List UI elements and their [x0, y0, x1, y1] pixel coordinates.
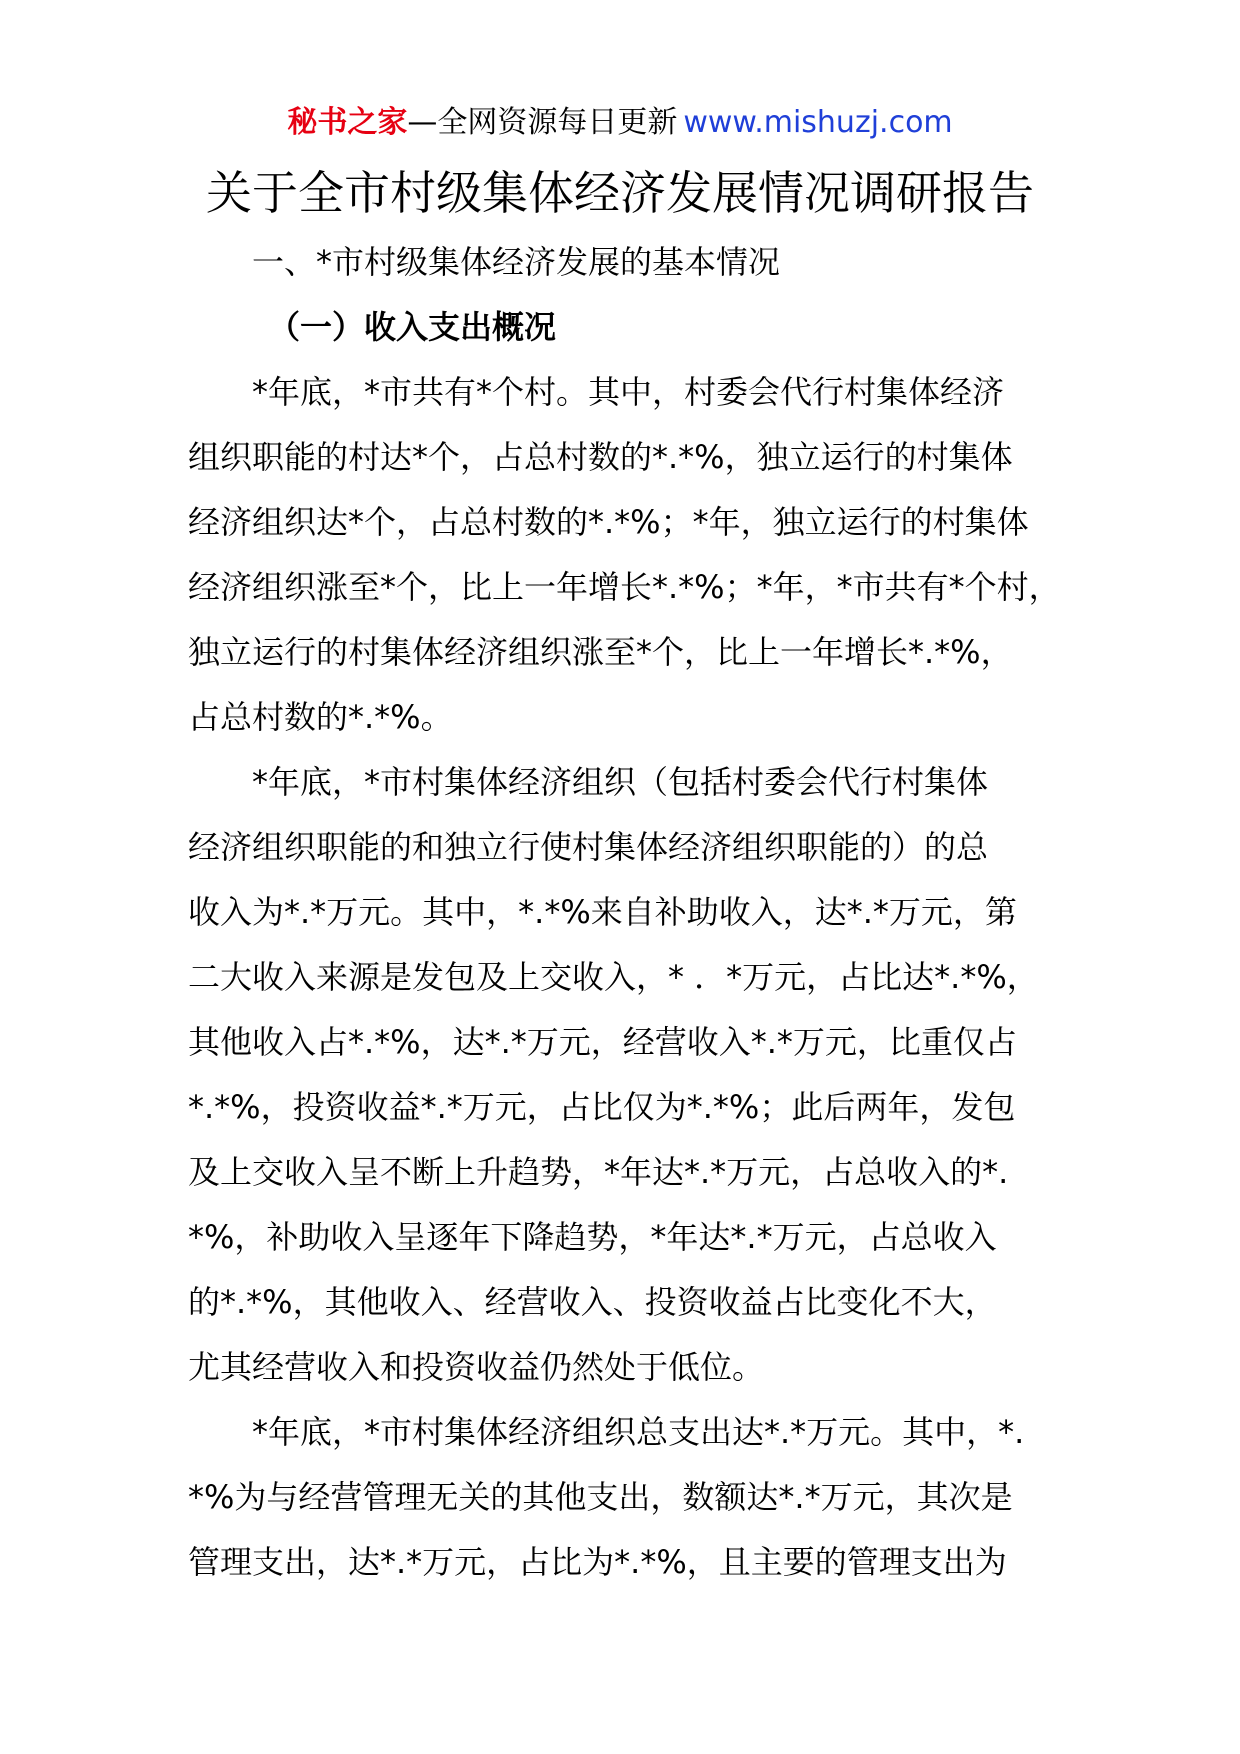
- paragraph-line: 二大收入来源是发包及上交收入，* ．*万元，占比达*.*%，: [188, 958, 1039, 996]
- paragraph-line: *年底，*市共有*个村。其中，村委会代行村集体经济: [252, 373, 1005, 411]
- site-url-link[interactable]: www.mishuzj.com: [683, 105, 953, 140]
- paragraph-line: 经济组织涨至*个，比上一年增长*.*%；*年，*市共有*个村，: [188, 568, 1061, 606]
- site-header: [0, 100, 1240, 146]
- paragraph-3: [188, 1400, 1088, 1595]
- document-title: 关于全市村级集体经济发展情况调研报告: [206, 166, 1034, 220]
- paragraph-line: 及上交收入呈不断上升趋势，*年达*.*万元，占总收入的*.: [188, 1153, 1009, 1191]
- paragraph-line: 独立运行的村集体经济组织涨至*个，比上一年增长*.*%，: [188, 633, 1013, 671]
- paragraph-line: *%，补助收入呈逐年下降趋势，*年达*.*万元，占总收入: [188, 1218, 997, 1256]
- paragraph-line: 经济组织职能的和独立行使村集体经济组织职能的）的总: [188, 828, 989, 866]
- paragraph-line: 占总村数的*.*%。: [188, 698, 453, 736]
- paragraph-line: 管理支出，达*.*万元，占比为*.*%，且主要的管理支出为: [188, 1543, 1007, 1581]
- paragraph-line: 其他收入占*.*%，达*.*万元，经营收入*.*万元，比重仅占: [188, 1023, 1017, 1061]
- brand-name: 秘书之家: [287, 105, 408, 140]
- paragraph-line: 经济组织达*个，占总村数的*.*%；*年，独立运行的村集体: [188, 503, 1029, 541]
- paragraph-line: 尤其经营收入和投资收益仍然处于低位。: [188, 1348, 765, 1386]
- paragraph-line: *年底，*市村集体经济组织（包括村委会代行村集体: [252, 763, 989, 801]
- paragraph-line: 收入为*.*万元。其中，*.*%来自补助收入，达*.*万元，第: [188, 893, 1017, 931]
- paragraph-line: *%为与经营管理无关的其他支出，数额达*.*万元，其次是: [188, 1478, 1013, 1516]
- paragraph-1: [188, 360, 1088, 750]
- paragraph-line: *.*%，投资收益*.*万元，占比仅为*.*%；此后两年，发包: [188, 1088, 1016, 1126]
- sub-heading: （一）收入支出概况: [268, 308, 557, 346]
- paragraph-line: *年底，*市村集体经济组织总支出达*.*万元。其中，*.: [252, 1413, 1025, 1451]
- paragraph-line: 组织职能的村达*个，占总村数的*.*%，独立运行的村集体: [188, 438, 1013, 476]
- header-tagline: —全网资源每日更新: [407, 105, 678, 140]
- section-heading: 一、*市村级集体经济发展的基本情况: [252, 243, 781, 281]
- paragraph-2: [188, 750, 1088, 1400]
- paragraph-line: 的*.*%，其他收入、经营收入、投资收益占比变化不大，: [188, 1283, 997, 1321]
- document-body: [188, 230, 1088, 1595]
